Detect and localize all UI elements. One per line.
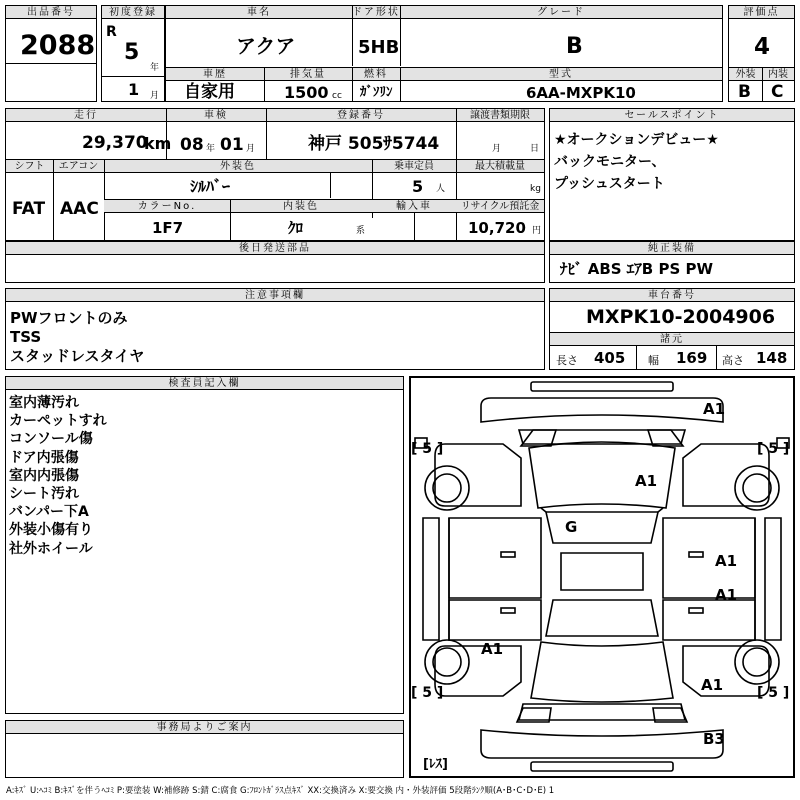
damage-mark-hood: A1	[703, 400, 726, 418]
ext-color-label: 外装色	[104, 160, 372, 173]
chassis-box	[549, 288, 795, 370]
dims-height-value: 148	[756, 349, 788, 367]
notes-lines	[10, 309, 144, 366]
dims-length-value: 405	[594, 349, 626, 367]
recycle-unit: 円	[532, 226, 542, 236]
inspector-line: シート汚れ	[9, 486, 79, 503]
inspector-line: 室内薄汚れ	[9, 395, 79, 411]
inspector-box	[5, 376, 404, 714]
score-box	[728, 5, 795, 102]
inspection-month-unit: 月	[246, 144, 256, 154]
dims-height-label: 高さ	[722, 354, 744, 367]
car-outline-svg	[411, 378, 793, 776]
sales-point-line: プッシュスタート	[554, 176, 665, 192]
inspector-line: ドア内張傷	[9, 449, 79, 466]
reg-first-box	[101, 5, 165, 102]
sales-point-box	[549, 108, 795, 241]
ac-label: エアコン	[53, 160, 104, 173]
grade-label: グレード	[400, 6, 722, 19]
history-value: 自家用	[184, 82, 235, 102]
transfer-day-unit: 日	[530, 144, 540, 154]
tire-front-left: [ 5 ]	[411, 441, 444, 457]
history-label: 車歴	[166, 68, 264, 81]
inspection-year: 08	[180, 135, 204, 155]
int-color-unit: 系	[356, 226, 366, 236]
inspection-year-unit: 年	[206, 144, 216, 154]
inspector-line: 室内内張傷	[9, 467, 79, 484]
tire-rear-right: [ 5 ]	[757, 685, 790, 701]
reg-first-year-unit: 年	[150, 63, 160, 73]
genuine-box	[549, 241, 795, 283]
mileage-label: 走行	[6, 109, 166, 122]
mileage-value: 29,370	[82, 133, 148, 153]
model-label: 型式	[400, 68, 722, 81]
later-parts-label: 後日発送部品	[6, 242, 544, 255]
vehicle-detail-box	[5, 108, 545, 241]
notes-box	[5, 288, 545, 370]
max-load-label: 最大積載量	[456, 160, 544, 173]
displacement-unit: cc	[332, 91, 342, 101]
damage-mark-roof: A1	[635, 472, 658, 490]
car-info-box	[165, 5, 723, 102]
sales-point-line: ★オークションデビュー★	[554, 132, 719, 148]
reg-first-month-unit: 月	[150, 91, 160, 101]
int-grade-value: C	[771, 82, 784, 102]
reg-first-month: 1	[128, 80, 140, 99]
dims-length-label: 長さ	[556, 354, 578, 367]
int-color-label: 内装色	[230, 200, 372, 213]
fuel-value: ｶﾞｿﾘﾝ	[360, 85, 393, 100]
int-color-value: ｸﾛ	[288, 219, 304, 237]
car-diagram	[409, 376, 795, 778]
lot-box	[5, 5, 97, 102]
inspector-lines	[9, 394, 107, 558]
genuine-value: ﾅﾋﾞ ABS ｴｱB PS PW	[560, 260, 714, 278]
later-parts-box	[5, 241, 545, 283]
displacement-value: 1500	[284, 83, 329, 102]
inspection-month: 01	[220, 135, 244, 155]
notes-line: スタッドレスタイヤ	[10, 347, 145, 365]
door-label: ドア形状	[352, 7, 400, 18]
chassis-label: 車台番号	[550, 289, 794, 302]
score-label: 評価点	[729, 6, 794, 19]
displacement-label: 排気量	[264, 68, 352, 81]
sales-point-label: セールスポイント	[550, 109, 794, 122]
sales-point-lines	[554, 129, 719, 195]
car-name-label: 車名	[166, 6, 352, 19]
notes-label: 注意事項欄	[6, 289, 544, 302]
int-grade-label: 内装	[762, 68, 794, 81]
tire-front-right: [ 5 ]	[757, 441, 790, 457]
damage-mark-windshield: G	[565, 518, 578, 536]
dims-width-value: 169	[676, 349, 708, 367]
lot-number: 2088	[20, 30, 96, 61]
color-no-label: カラーNo.	[104, 200, 230, 213]
shift-value: FAT	[12, 199, 46, 219]
capacity-value: 5	[412, 177, 424, 196]
mileage-unit: km	[144, 134, 172, 153]
color-no-value: 1F7	[152, 219, 184, 237]
reg-first-era: R	[106, 24, 117, 40]
inspection-label: 車検	[166, 109, 266, 122]
notes-line: TSS	[10, 328, 42, 346]
inspector-line: カーペットすれ	[9, 413, 107, 430]
door-value: 5HB	[358, 37, 400, 58]
grade-value: B	[566, 34, 583, 59]
inspector-line: 外装小傷有り	[9, 522, 93, 539]
plate-label: 登録番号	[266, 109, 456, 122]
shift-label: シフト	[6, 160, 53, 173]
damage-mark-right-rear-door: A1	[715, 586, 738, 604]
tire-rear-left: [ 5 ]	[411, 685, 444, 701]
notes-line: PWフロントのみ	[10, 309, 128, 327]
ac-value: AAC	[60, 199, 99, 219]
reg-first-label: 初度登録	[102, 6, 164, 19]
office-label: 事務局よりご案内	[6, 721, 403, 734]
ext-grade-label: 外装	[729, 68, 762, 81]
transfer-month-unit: 月	[492, 144, 502, 154]
max-load-unit: kg	[530, 184, 541, 194]
recycle-label: リサイクル預託金	[456, 200, 544, 213]
damage-mark-left-rear-fender: A1	[481, 640, 504, 658]
inspector-label: 検査員記入欄	[6, 377, 403, 390]
transfer-label: 譲渡書類期限	[456, 109, 544, 122]
damage-mark-right-front-door: A1	[715, 552, 738, 570]
inspector-line: 社外ホイール	[9, 540, 93, 557]
fuel-label: 燃料	[352, 68, 400, 81]
capacity-label: 乗車定員	[372, 160, 456, 173]
inspector-line: バンパー下A	[9, 504, 89, 521]
plate-value: 神戸 505ｻ5744	[308, 134, 440, 154]
ext-grade-value: B	[738, 82, 751, 102]
spare-tire: [ﾚｽ]	[423, 757, 448, 772]
dims-width-label: 幅	[648, 354, 659, 367]
lot-label: 出品番号	[6, 6, 96, 19]
damage-legend: A:ｷｽﾞ U:ﾍｺﾐ B:ｷｽﾞを伴うﾍｺﾐ P:要塗装 W:補修跡 S:錆 C:腐食 G:ﾌﾛﾝﾄｶﾞﾗｽ点ｷｽﾞ XX:交換済み X:要交換 内・外装評価 5段階ﾗﾝｸ順(A･B･C･D･E) 1	[6, 786, 555, 796]
sales-point-line: バックモニター、	[554, 154, 666, 170]
car-name-value: アクア	[236, 34, 296, 58]
inspector-line: コンソール傷	[9, 431, 93, 448]
import-label: 輸入車	[372, 200, 456, 213]
damage-mark-rear-bumper: B3	[703, 730, 725, 748]
recycle-value: 10,720	[468, 219, 526, 237]
ext-color-value: ｼﾙﾊﾞｰ	[190, 177, 231, 196]
dims-label: 諸元	[550, 333, 794, 346]
office-box	[5, 720, 404, 778]
model-value: 6AA-MXPK10	[526, 84, 636, 102]
chassis-value: MXPK10-2004906	[586, 306, 776, 328]
score-value: 4	[754, 34, 771, 60]
capacity-unit: 人	[436, 184, 446, 194]
damage-mark-right-rear-fender: A1	[701, 676, 724, 694]
genuine-label: 純正装備	[550, 242, 794, 255]
reg-first-year: 5	[124, 40, 140, 65]
